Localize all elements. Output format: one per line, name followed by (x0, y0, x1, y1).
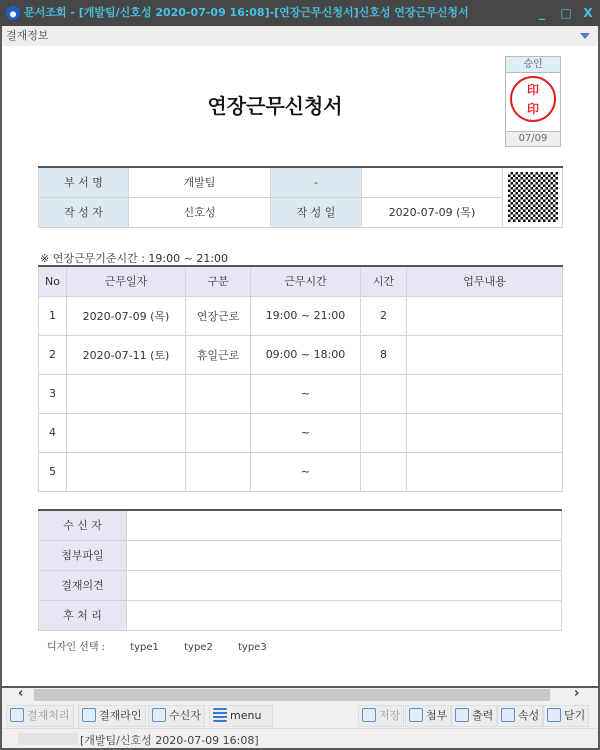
table-row (39, 335, 563, 374)
qr-cell (503, 167, 563, 227)
window-title: 문서조회 - [개발팀/신호성 2020-07-09 16:08]-[연장근무신청서]신호성 연장근무신청서 (24, 6, 469, 19)
routing-table (38, 509, 562, 631)
list-icon (213, 708, 227, 722)
save-button[interactable] (358, 705, 404, 727)
overtime-table (38, 265, 563, 492)
design-label: 디자인 선택 : (47, 642, 106, 653)
approval-line-button[interactable] (78, 705, 146, 727)
document-header-table (38, 166, 563, 228)
work-content (407, 296, 563, 335)
hours (361, 413, 407, 452)
work-date: 2020-07-09 (목) (67, 296, 186, 335)
recipient-button[interactable] (148, 705, 205, 727)
chevron-down-icon[interactable] (580, 33, 590, 39)
button-label: 저장 (379, 709, 401, 722)
post-process-value (127, 600, 562, 630)
row-no: 5 (39, 452, 67, 491)
menu-button[interactable] (209, 705, 273, 727)
horizontal-scrollbar[interactable] (2, 688, 598, 702)
button-label: 속성 (518, 709, 540, 722)
attach-button[interactable] (405, 705, 451, 727)
table-row (39, 296, 563, 335)
document-area (2, 46, 598, 686)
approval-line-icon (82, 708, 96, 722)
close-button[interactable]: X (583, 6, 593, 20)
work-content (407, 374, 563, 413)
button-label: 수신자 (169, 709, 201, 722)
column-header: 근무시간 (251, 266, 361, 296)
approval-info-bar[interactable] (2, 26, 598, 46)
table-row (39, 413, 563, 452)
work-time: ~ (251, 374, 361, 413)
minimize-button[interactable]: _ (539, 6, 545, 20)
work-type (186, 413, 251, 452)
column-header: 시간 (361, 266, 407, 296)
design-type2-link[interactable]: type2 (184, 642, 213, 653)
status-bar (2, 728, 598, 748)
column-header: 근무일자 (67, 266, 186, 296)
dept-label: 부 서 명 (39, 167, 129, 197)
row-no: 2 (39, 335, 67, 374)
toolbar (2, 702, 598, 728)
attachment-value (127, 540, 562, 570)
column-header: 구분 (186, 266, 251, 296)
scroll-left-icon[interactable]: ‹ (18, 686, 24, 701)
post-process-label: 후 처 리 (39, 600, 127, 630)
work-time: 19:00 ~ 21:00 (251, 296, 361, 335)
status-progress (18, 733, 78, 745)
status-text: [개발팀/신호성 2020-07-09 16:08] (80, 734, 259, 747)
stamp-header: 승인 (506, 57, 560, 73)
work-date: 2020-07-11 (토) (67, 335, 186, 374)
work-type (186, 452, 251, 491)
save-icon (362, 708, 376, 722)
opinion-value (127, 570, 562, 600)
table-row (39, 452, 563, 491)
close-icon (547, 708, 561, 722)
button-label: 결재처리 (27, 709, 70, 722)
properties-icon (501, 708, 515, 722)
qr-code-icon (508, 172, 558, 222)
table-row (39, 374, 563, 413)
approval-stamp-box (505, 56, 561, 147)
row-no: 4 (39, 413, 67, 452)
opinion-label: 결재의견 (39, 570, 127, 600)
row-no: 3 (39, 374, 67, 413)
dash-value (362, 167, 503, 197)
work-time: ~ (251, 452, 361, 491)
button-label: 출력 (472, 709, 494, 722)
work-date (67, 413, 186, 452)
button-label: menu (230, 709, 262, 722)
button-label: 결재라인 (99, 709, 142, 722)
scrollbar-thumb[interactable] (34, 689, 550, 701)
author-value: 신호성 (129, 197, 271, 227)
close-doc-button[interactable] (543, 705, 589, 727)
dept-value: 개발팀 (129, 167, 271, 197)
approval-info-label: 결재정보 (6, 29, 49, 42)
hours: 2 (361, 296, 407, 335)
column-header: No (39, 266, 67, 296)
button-label: 닫기 (564, 709, 586, 722)
upload-icon (10, 708, 24, 722)
dash-label: - (271, 167, 362, 197)
hours: 8 (361, 335, 407, 374)
work-type: 연장근로 (186, 296, 251, 335)
properties-button[interactable] (497, 705, 543, 727)
work-time: ~ (251, 413, 361, 452)
design-type1-link[interactable]: type1 (130, 642, 159, 653)
author-label: 작 성 자 (39, 197, 129, 227)
printer-icon (455, 708, 469, 722)
design-type3-link[interactable]: type3 (238, 642, 267, 653)
column-header: 업무내용 (407, 266, 563, 296)
work-type (186, 374, 251, 413)
print-button[interactable] (451, 705, 497, 727)
row-no: 1 (39, 296, 67, 335)
seal-icon: 印 印 (510, 76, 556, 122)
date-label: 작 성 일 (271, 197, 362, 227)
person-icon (152, 708, 166, 722)
title-bar (0, 0, 600, 26)
approve-process-button[interactable] (6, 705, 74, 727)
document-title: 연장근무신청서 (207, 94, 343, 118)
app-logo-icon (6, 6, 20, 20)
button-label: 첨부 (426, 709, 448, 722)
recipient-value (127, 510, 562, 540)
attachment-label: 첨부파일 (39, 540, 127, 570)
work-date (67, 374, 186, 413)
work-content (407, 335, 563, 374)
hours (361, 452, 407, 491)
work-content (407, 413, 563, 452)
standard-time-note: ※ 연장근무기준시간 : 19:00 ~ 21:00 (40, 252, 229, 265)
work-type: 휴일근로 (186, 335, 251, 374)
scroll-right-icon[interactable]: › (574, 686, 580, 701)
design-selector (47, 638, 289, 653)
hours (361, 374, 407, 413)
work-content (407, 452, 563, 491)
date-value: 2020-07-09 (목) (362, 197, 503, 227)
stamp-date: 07/09 (506, 131, 560, 146)
maximize-button[interactable]: □ (560, 6, 572, 20)
work-time: 09:00 ~ 18:00 (251, 335, 361, 374)
attach-icon (409, 708, 423, 722)
work-date (67, 452, 186, 491)
recipient-label: 수 신 자 (39, 510, 127, 540)
